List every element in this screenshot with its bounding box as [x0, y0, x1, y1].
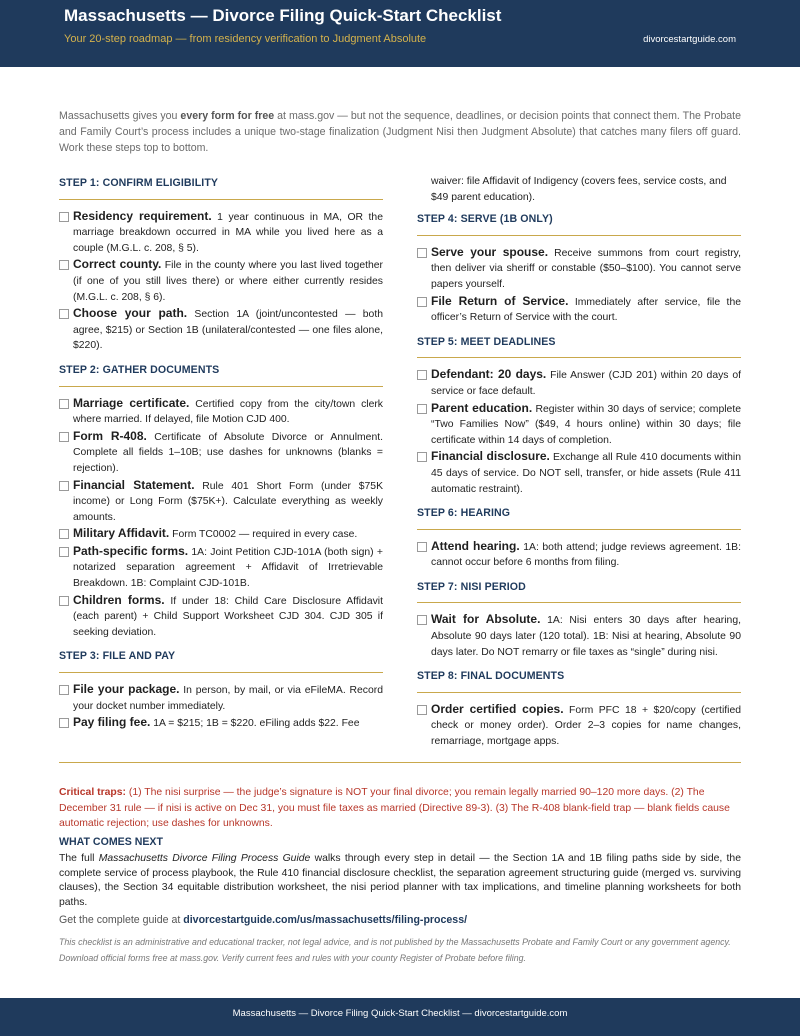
item-label: Defendant: 20 days.: [431, 367, 547, 382]
step-5-heading: STEP 5: MEET DEADLINES: [417, 335, 741, 359]
item-text: Certificate of Absolute Divorce or Annulment. Complete all fields 1–10B; use dashes for unknowns (blanks = rejection).: [73, 431, 383, 474]
step-8-heading: STEP 8: FINAL DOCUMENTS: [417, 669, 741, 693]
step-2-heading: STEP 2: GATHER DOCUMENTS: [59, 363, 383, 387]
intro-text-bold: every form for free: [180, 110, 275, 122]
item-text: File in the county where you last lived together (if one of you still lives there) or where either currently resides (M.G.L. c. 208, § 6).: [73, 260, 383, 303]
checklist-item[interactable]: [59, 257, 383, 305]
intro-paragraph: [59, 108, 741, 156]
item-text: 1A: Nisi enters 30 days after hearing, Absolute 90 days later (120 total). 1B: Nisi at hearing, Absolute 90 days later. Do NOT remarry or file taxes as “single” during nisi.: [431, 615, 741, 658]
checklist-item[interactable]: [59, 593, 383, 641]
checklist-item[interactable]: [59, 715, 383, 732]
checklist-item[interactable]: [417, 612, 741, 660]
checklist-item[interactable]: [417, 539, 741, 571]
item-text: Immediately after service, file the officer’s Return of Service with the court.: [431, 296, 742, 324]
get-guide-line: [59, 914, 467, 926]
checklist-item[interactable]: [417, 245, 741, 293]
item-label: File Return of Service.: [431, 293, 569, 308]
checklist-item[interactable]: [59, 682, 383, 714]
item-text: Section 1A (joint/uncontested — both agree, $215) or Section 1B (unilateral/contested — one files alone, $220).: [73, 309, 383, 352]
intro-text-post: at mass.gov — but not the sequence, deadlines, or decision points that connect them. The Probate and Family Court’s process includes a unique two-stage finalization (Judgment Nisi then Judgment Absolute) that catches many filers off guard. Work these steps top to bottom.: [59, 110, 741, 154]
checkbox[interactable]: [59, 432, 69, 442]
disclaimer: This checklist is an administrative and educational tracker, not legal advice, and is not published by the Massachusetts Probate and Family Court or any government agency. Download official forms free at mass.gov. Verify current fees and rules with your county Register of Probate before filing.: [59, 937, 731, 963]
checkbox[interactable]: [417, 615, 427, 625]
item-label: Children forms.: [73, 592, 165, 607]
checklist-item[interactable]: [59, 526, 383, 543]
item-text: In person, by mail, or via eFileMA. Record your docket number immediately.: [73, 685, 383, 712]
intro-text-pre: Massachusetts gives you: [59, 110, 181, 122]
item-text: Rule 401 Short Form (under $75K income) or Long Form ($75K+). Calculate everything as weekly amounts.: [73, 480, 384, 523]
checklist-item[interactable]: [417, 401, 741, 449]
checkbox[interactable]: [59, 718, 69, 728]
checkbox[interactable]: [59, 481, 69, 491]
checklist-item[interactable]: [59, 429, 383, 477]
checkbox[interactable]: [417, 705, 427, 715]
step-7-heading: STEP 7: NISI PERIOD: [417, 580, 741, 604]
get-guide-text: Get the complete guide at: [59, 914, 184, 926]
checklist-item[interactable]: [59, 478, 383, 526]
checkbox[interactable]: [417, 542, 427, 552]
step-4-heading: STEP 4: SERVE (1B ONLY): [417, 212, 741, 236]
item-label: Parent education.: [431, 400, 533, 415]
checkbox[interactable]: [59, 399, 69, 409]
checklist-item[interactable]: [59, 544, 383, 592]
step-1-heading: STEP 1: CONFIRM ELIGIBILITY: [59, 176, 383, 200]
checklist-item[interactable]: [417, 702, 741, 750]
section-divider: [59, 762, 741, 763]
item-label: Residency requirement.: [73, 208, 212, 223]
item-label: Correct county.: [73, 257, 162, 272]
checklist-item[interactable]: [417, 449, 741, 497]
checkbox[interactable]: [59, 547, 69, 557]
item-text: Exchange all Rule 410 documents within 45 days of service. Do NOT sell, transfer, or hide assets (Rule 411 automatic restraint).: [431, 452, 741, 495]
item-text: Form TC0002 — required in every case.: [169, 529, 358, 541]
checkbox[interactable]: [59, 260, 69, 270]
page-subtitle: Your 20-step roadmap — from residency verification to Judgment Absolute: [64, 33, 427, 45]
checkbox[interactable]: [59, 212, 69, 222]
footer-text: Massachusetts — Divorce Filing Quick-Start Checklist — divorcestartguide.com: [232, 1008, 568, 1019]
page-header: [0, 0, 800, 67]
what-comes-next-heading: WHAT COMES NEXT: [59, 836, 163, 848]
checklist-item[interactable]: [417, 367, 741, 399]
checkbox[interactable]: [59, 529, 69, 539]
item-text: 1A: Joint Petition CJD-101A (both sign) + notarized separation agreement + Affidavit of Irretrievable Breakdown. 1B: Complaint CJD-101B.: [73, 546, 383, 590]
critical-traps: [59, 785, 741, 832]
traps-text: (1) The nisi surprise — the judge’s signature is NOT your final divorce; you remain legally married 90–120 more days. (2) The December 31 rule — if nisi is active on Dec 31, you must file taxes as married (Directive 89-3). (3) The R-408 blank-field trap — blank fields cause automatic rejection; use dashes for unknowns.: [59, 787, 730, 830]
step-6-heading: STEP 6: HEARING: [417, 506, 741, 530]
checkbox[interactable]: [417, 370, 427, 380]
wcn-text-post: walks through every step in detail — the Section 1A and 1B filing paths side by side, the complete service of process playbook, the Rule 410 financial disclosure checklist, the separation agreement structuring guide (merged vs. surviving clauses), the Section 34 equitable distribution worksheet, the nisi period planner with tax implications, and timeline planning worksheets for both paths.: [59, 853, 741, 908]
step-3-continuation: waiver: file Affidavit of Indigency (covers fees, service costs, and $49 parent education).: [431, 176, 727, 203]
wcn-text-pre: The full: [59, 853, 99, 864]
item-label: Path-specific forms.: [73, 543, 189, 558]
item-text: 1A = $215; 1B = $220. eFiling adds $22. Fee: [150, 718, 360, 730]
checkbox[interactable]: [59, 685, 69, 695]
item-label: Form R-408.: [73, 428, 147, 443]
item-label: Financial Statement.: [73, 477, 195, 492]
item-label: Wait for Absolute.: [431, 612, 541, 627]
item-label: Financial disclosure.: [431, 449, 550, 464]
what-comes-next-text: [59, 852, 741, 910]
checklist-item[interactable]: [417, 294, 741, 326]
item-label: Serve your spouse.: [431, 244, 549, 259]
page-title: Massachusetts — Divorce Filing Quick-Start Checklist: [64, 6, 502, 25]
item-label: Order certified copies.: [431, 701, 564, 716]
checkbox[interactable]: [59, 309, 69, 319]
item-label: Choose your path.: [73, 306, 188, 321]
guide-title: Massachusetts Divorce Filing Process Guide: [98, 853, 311, 864]
traps-label: Critical traps:: [59, 787, 126, 798]
item-text: 1 year continuous in MA, OR the marriage breakdown occurred in MA while you lived here as a couple (M.G.L. c. 208, § 5).: [73, 211, 383, 254]
page-footer: [0, 998, 800, 1036]
item-text: 1A: both attend; judge reviews agreement. 1B: cannot occur before 6 months from filing.: [431, 541, 741, 569]
site-name: divorcestartguide.com: [643, 34, 736, 45]
checklist-item[interactable]: [59, 209, 383, 257]
left-column: [59, 174, 383, 733]
checkbox[interactable]: [417, 404, 427, 414]
item-text: File Answer (CJD 201) within 20 days of service or face default.: [431, 370, 742, 397]
item-label: Attend hearing.: [431, 538, 520, 553]
item-label: Pay filing fee.: [73, 715, 151, 730]
checkbox[interactable]: [417, 452, 427, 462]
item-label: Military Affidavit.: [73, 526, 170, 541]
checklist-item[interactable]: [59, 396, 383, 428]
checkbox[interactable]: [59, 596, 69, 606]
item-label: File your package.: [73, 682, 180, 697]
item-text: If under 18: Child Care Disclosure Affidavit (each parent) + Child Support Worksheet CJD 304. CJD 305 if seeking deviation.: [73, 595, 383, 638]
checklist-item[interactable]: [59, 306, 383, 354]
checkbox[interactable]: [417, 248, 427, 258]
item-text: Receive summons from court registry, then deliver via sheriff or constable ($50–$100). You cannot serve papers yourself.: [431, 247, 741, 290]
right-column: [417, 174, 741, 751]
guide-link[interactable]: divorcestartguide.com/us/massachusetts/filing-process/: [183, 914, 468, 926]
item-text: Form PFC 18 + $20/copy (certified check or money order). Order 2–3 copies for name changes, remarriage, mortgage apps.: [431, 704, 741, 748]
item-label: Marriage certificate.: [73, 395, 190, 410]
item-text: Register within 30 days of service; complete “Two Families Now” ($49, 4 hours online) within 30 days; file certificate within 14 days of completion.: [431, 403, 741, 446]
checkbox[interactable]: [417, 297, 427, 307]
step-3-heading: STEP 3: FILE AND PAY: [59, 649, 383, 673]
item-text: Certified copy from the city/town clerk where married. If delayed, file Motion CJD 400.: [73, 398, 384, 426]
